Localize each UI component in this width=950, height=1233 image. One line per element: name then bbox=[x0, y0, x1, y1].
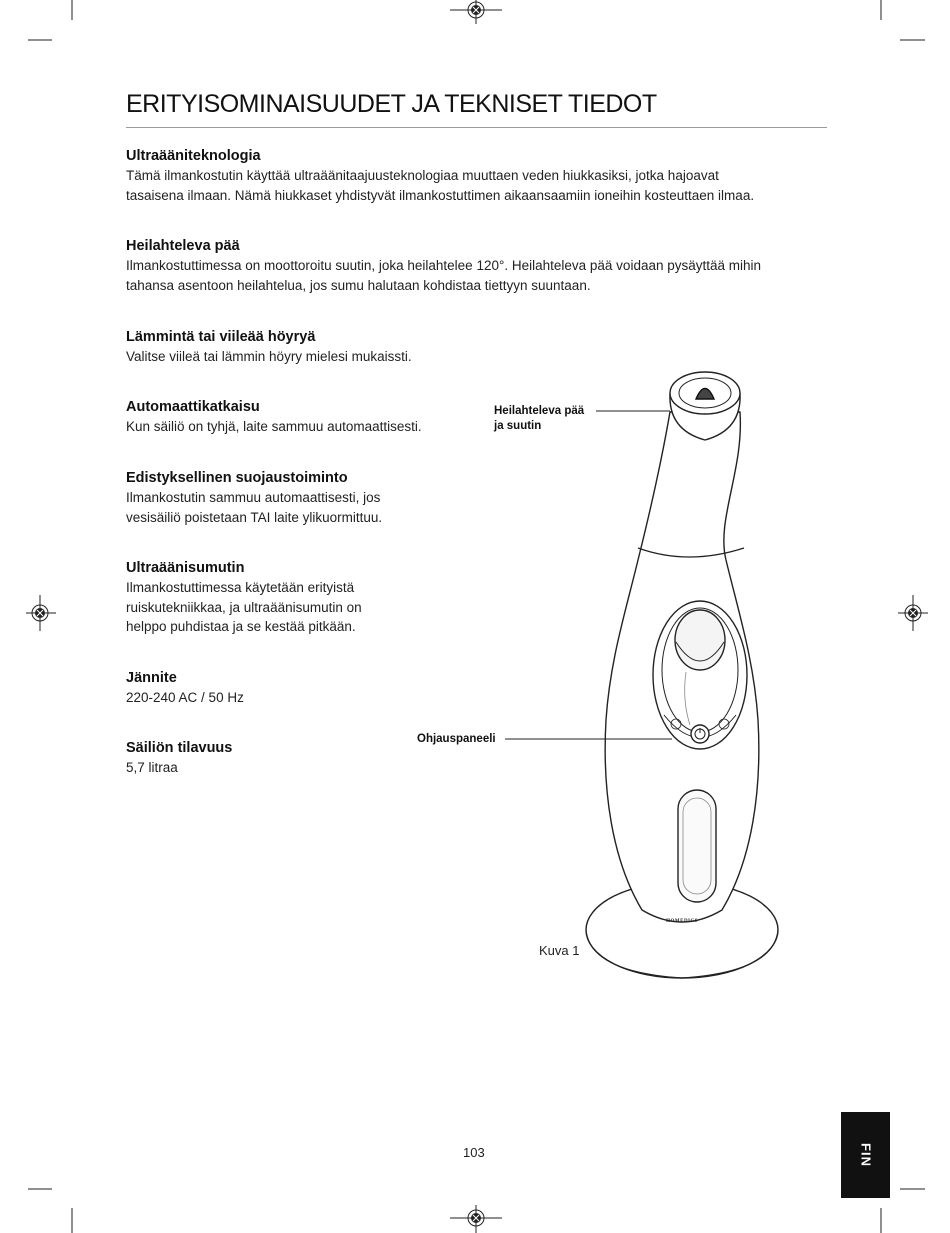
section-heading: Edistyksellinen suojaustoiminto bbox=[126, 470, 348, 486]
section-heading: Säiliön tilavuus bbox=[126, 740, 233, 756]
section-text-line: Valitse viileä tai lämmin höyry mielesi mukaissti. bbox=[126, 349, 412, 364]
section-heading: Heilahteleva pää bbox=[126, 238, 240, 254]
section-text-line: Kun säiliö on tyhjä, laite sammuu automaattisesti. bbox=[126, 419, 422, 434]
callout-control-panel: Ohjauspaneeli bbox=[417, 733, 496, 745]
section-text-line: Ilmankostutin sammuu automaattisesti, jos bbox=[126, 490, 381, 505]
section-text-line: tasaisena ilmaan. Nämä hiukkaset yhdistyvät ilmankostuttimen aikaansaamiin ioneihin kosteuttaen ilmaa. bbox=[126, 187, 755, 203]
section-heading: Ultraäänisumutin bbox=[126, 560, 245, 576]
section-heading: Automaattikatkaisu bbox=[126, 399, 260, 415]
section-text-line: ruiskutekniikkaa, ja ultraäänisumutin on bbox=[126, 599, 362, 615]
section-heading: Jännite bbox=[126, 670, 177, 686]
section-text-line: helppo puhdistaa ja se kestää pitkään. bbox=[126, 619, 356, 634]
page-title: ERITYISOMINAISUUDET JA TEKNISET TIEDOT bbox=[126, 90, 657, 118]
section-text-line: Ilmankostuttimessa käytetään erityistä bbox=[126, 580, 355, 595]
section-text-line: Tämä ilmankostutin käyttää ultraäänitaajuusteknologiaa muuttaen veden hiukkasiksi, jotka hajoavat bbox=[126, 168, 719, 183]
figure-caption: Kuva 1 bbox=[539, 943, 580, 958]
language-tab bbox=[841, 1112, 890, 1198]
section-text-line: vesisäiliö poistetaan TAI laite ylikuormittuu. bbox=[126, 509, 383, 525]
section-text-line: 5,7 litraa bbox=[126, 760, 178, 775]
page-number: 103 bbox=[463, 1145, 485, 1160]
callout-oscillating-head bbox=[494, 404, 584, 434]
section-heading: Lämmintä tai viileää höyryä bbox=[126, 329, 316, 345]
callout-text-line: Heilahteleva pää bbox=[494, 405, 585, 417]
section-text-line: Ilmankostuttimessa on moottoroitu suutin, joka heilahtelee 120°. Heilahteleva pää voidaan pysäyttää mihin bbox=[126, 258, 762, 273]
section-heading: Ultraääniteknologia bbox=[126, 148, 261, 164]
language-tab-label: FIN bbox=[858, 1143, 873, 1167]
callout-text-line: ja suutin bbox=[494, 420, 542, 432]
brand-logo: HOMEDICS bbox=[666, 919, 698, 924]
section-text-line: tahansa asentoon heilahtelua, jos sumu halutaan kohdistaa tiettyyn suuntaan. bbox=[126, 277, 591, 293]
section-text-line: 220-240 AC / 50 Hz bbox=[126, 690, 244, 705]
